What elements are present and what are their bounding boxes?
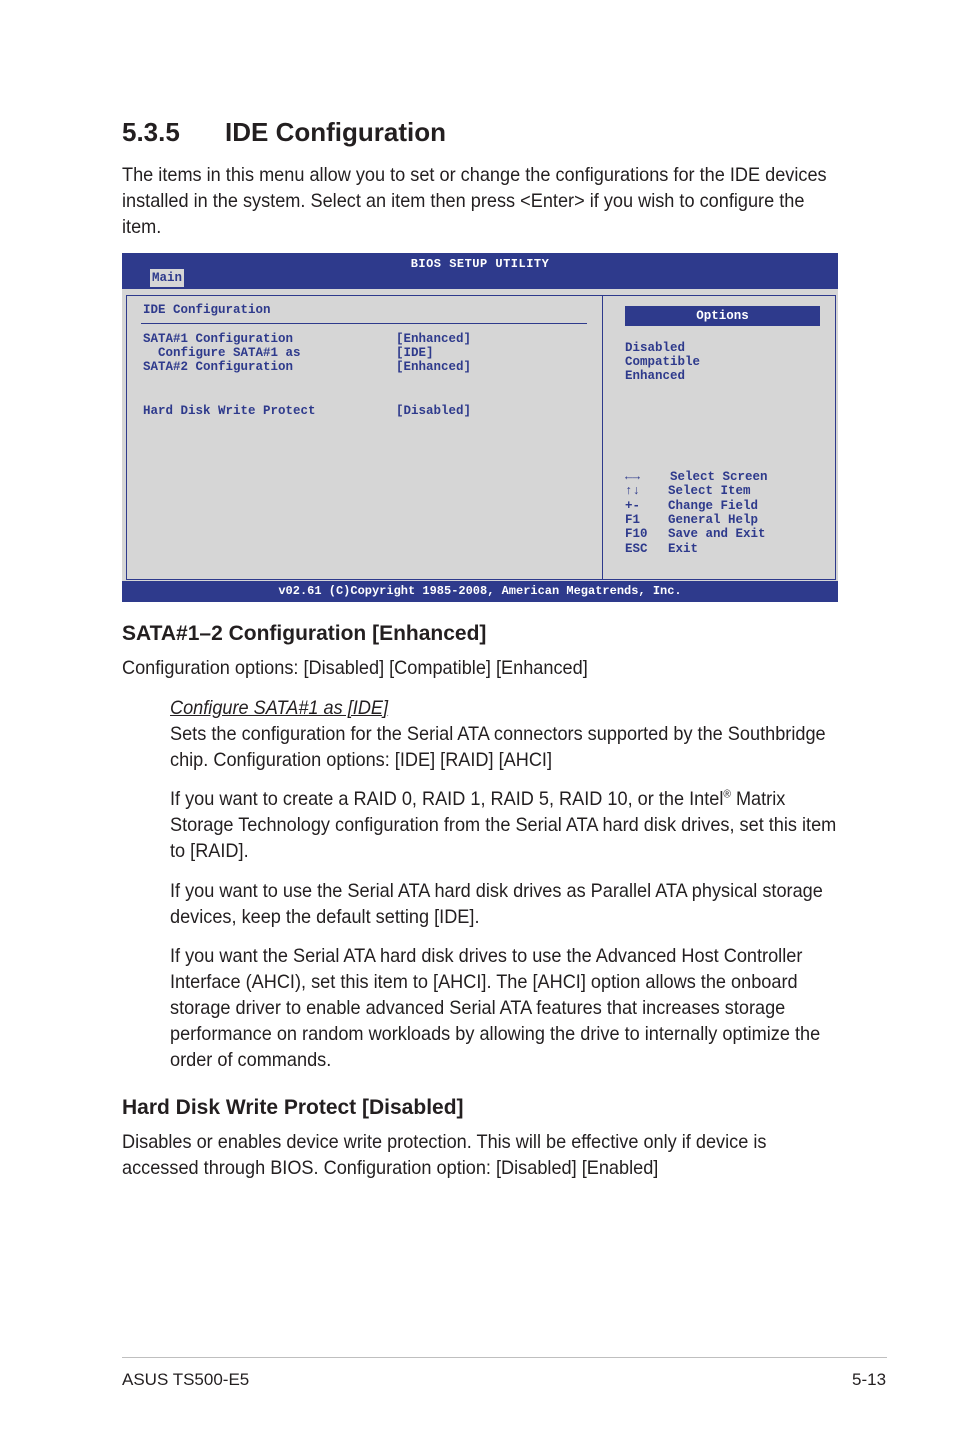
bios-key-arrows-ud: ↑↓	[625, 484, 641, 498]
bios-key-f10: F10	[625, 527, 648, 541]
bios-option-disabled[interactable]: Disabled	[625, 341, 686, 355]
configure-sata1-subheading: Configure SATA#1 as [IDE]	[170, 697, 389, 719]
sata-options-text: Configuration options: [Disabled] [Compatible] [Enhanced]	[122, 657, 588, 679]
bios-tab-main[interactable]: Main	[152, 271, 183, 285]
sata-p2-after: Matrix Storage Technology configuration from the Serial ATA hard disk drives, set this item to [RAID].	[170, 788, 837, 862]
section-title: IDE Configuration	[225, 117, 446, 147]
hdwp-heading: Hard Disk Write Protect [Disabled]	[122, 1096, 464, 1119]
bios-key-plus-minus: +-	[625, 499, 641, 513]
bios-key-arrows-lr: ←→	[625, 470, 641, 484]
bios-key-desc-exit: Exit	[668, 542, 699, 556]
sata-heading: SATA#1–2 Configuration [Enhanced]	[122, 622, 487, 645]
footer-product-name: ASUS TS500-E5	[122, 1370, 250, 1389]
bios-item-hdwp-label[interactable]: Hard Disk Write Protect	[143, 404, 316, 418]
sata-paragraph-4: If you want the Serial ATA hard disk drives to use the Advanced Host Controller Interface (AHCI), set this item to [AHCI]. The [AHCI] option allows the onboard storage driver to enable advanced Serial ATA features that increases storage performance on random workloads by allowing the drive to internally optimize the order of commands.	[170, 945, 821, 1071]
bios-screen	[122, 253, 838, 602]
bios-key-desc-select-item: Select Item	[668, 484, 751, 498]
bios-key-desc-select-screen: Select Screen	[670, 470, 768, 484]
bios-copyright-bar: v02.61 (C)Copyright 1985-2008, American Megatrends, Inc.	[122, 581, 838, 602]
bios-item-sata2-value[interactable]: [Enhanced]	[396, 360, 472, 374]
footer-rule	[122, 1357, 887, 1358]
bios-key-esc: ESC	[625, 542, 648, 556]
bios-option-compatible[interactable]: Compatible	[625, 355, 701, 369]
bios-key-desc-general-help: General Help	[668, 513, 759, 527]
bios-pane-divider	[602, 295, 603, 580]
sata-paragraph-3: If you want to use the Serial ATA hard disk drives as Parallel ATA physical storage devices, keep the default setting [IDE].	[170, 880, 823, 928]
sata-paragraph-2	[170, 786, 840, 864]
bios-item-hdwp-value[interactable]: [Disabled]	[396, 404, 472, 418]
bios-item-sata1-label[interactable]: SATA#1 Configuration	[143, 332, 294, 346]
bios-item-configure-sata1-value[interactable]: [IDE]	[396, 346, 434, 360]
bios-left-rule	[141, 323, 587, 324]
bios-left-title: IDE Configuration	[143, 303, 271, 317]
sata-p2-before: If you want to create a RAID 0, RAID 1, RAID 5, RAID 10, or the Intel	[170, 788, 724, 810]
bios-title: BIOS SETUP UTILITY	[410, 257, 550, 271]
bios-item-configure-sata1-label[interactable]: Configure SATA#1 as	[143, 346, 301, 360]
intro-paragraph: The items in this menu allow you to set or change the configurations for the IDE devices installed in the system. Select an item then press <Enter> if you wish to configure the item.	[122, 164, 827, 238]
bios-option-enhanced[interactable]: Enhanced	[625, 369, 686, 383]
bios-key-desc-change-field: Change Field	[668, 499, 759, 513]
bios-item-sata1-value[interactable]: [Enhanced]	[396, 332, 472, 346]
registered-mark: ®	[723, 788, 731, 801]
section-number: 5.3.5	[122, 117, 180, 147]
footer-page-number: 5-13	[852, 1370, 887, 1389]
hdwp-text: Disables or enables device write protection. This will be effective only if device is accessed through BIOS. Configuration option: [Disabled] [Enabled]	[122, 1131, 767, 1179]
sata-paragraph-1: Sets the configuration for the Serial ATA connectors supported by the Southbridge chip. Configuration options: [IDE] [RAID] [AHCI]	[170, 723, 826, 771]
bios-key-f1: F1	[625, 513, 641, 527]
bios-options-header: Options	[625, 306, 820, 326]
bios-item-sata2-label[interactable]: SATA#2 Configuration	[143, 360, 294, 374]
bios-key-desc-save-exit: Save and Exit	[668, 527, 766, 541]
